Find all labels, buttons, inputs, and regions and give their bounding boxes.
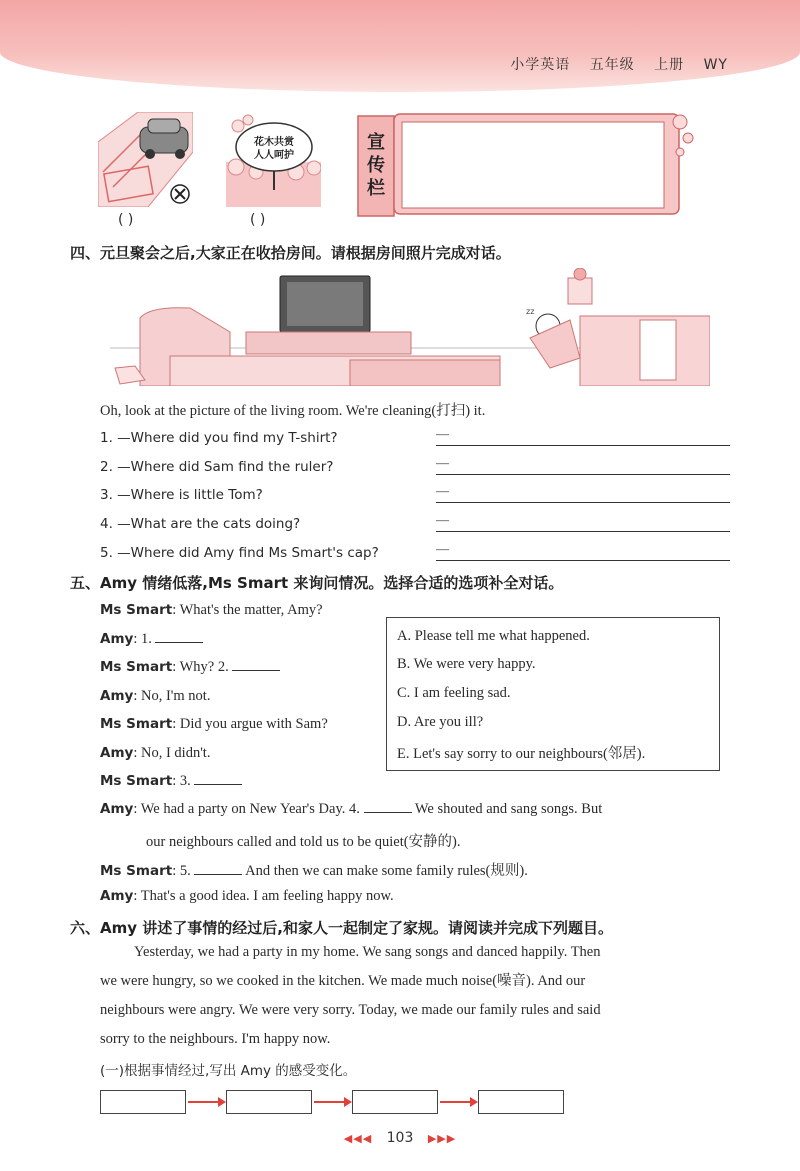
speaker: Amy (100, 801, 134, 817)
right-arrows-icon: ▶▶▶ (427, 1132, 457, 1145)
dialogue-line-7: Ms Smart: 3. (100, 773, 242, 790)
feeling-box-3[interactable] (352, 1090, 438, 1114)
feeling-box-4[interactable] (478, 1090, 564, 1114)
answer-line-5[interactable] (436, 545, 730, 561)
dialogue-line-2: Amy: 1. (100, 631, 203, 648)
passage-line-4: sorry to the neighbours. I'm happy now. (100, 1031, 331, 1047)
passage-line-1: Yesterday, we had a party in my home. We sang songs and danced happily. Then (134, 944, 601, 960)
dialogue-line-5: Ms Smart: Did you argue with Sam? (100, 716, 328, 732)
question-4: 4. —What are the cats doing? (100, 516, 301, 532)
page-footer (0, 1130, 800, 1146)
header-subject: 小学英语 (510, 57, 571, 73)
answer-paren-2[interactable]: ( ) (250, 212, 266, 228)
speaker: Amy (100, 745, 134, 761)
answer-line-1[interactable] (436, 430, 730, 446)
dialogue-line-10: Amy: That's a good idea. I am feeling happy now. (100, 888, 394, 904)
svg-text:传: 传 (367, 155, 385, 176)
header-edition: WY (703, 57, 728, 73)
feeling-box-1[interactable] (100, 1090, 186, 1114)
passage-line-2: we were hungry, so we cooked in the kitchen. We made much noise(噪音). And our (100, 973, 586, 989)
option-c: C. I am feeling sad. (397, 685, 511, 701)
section-4-intro: Oh, look at the picture of the living room. We're cleaning(打扫) it. (100, 403, 486, 419)
speaker: Ms Smart (100, 716, 173, 732)
blank-3[interactable] (194, 773, 242, 785)
dialogue-line-8: Amy: We had a party on New Year's Day. 4. We shouted and sang songs. But (100, 801, 603, 817)
passage-line-3: neighbours were angry. We were very sorry. Today, we made our family rules and said (100, 1002, 601, 1018)
sub-question-title: (一)根据事情经过,写出 Amy 的感受变化。 (100, 1063, 357, 1079)
header-volume: 上册 (654, 57, 685, 73)
answer-paren-1[interactable]: ( ) (118, 212, 134, 228)
option-d: D. Are you ill? (397, 714, 484, 730)
option-a: A. Please tell me what happened. (397, 628, 590, 644)
speaker: Amy (100, 688, 134, 704)
svg-text:人人呵护: 人人呵护 (254, 150, 294, 161)
reading-passage (100, 938, 730, 1054)
blank-4[interactable] (364, 801, 412, 813)
dialogue-line-4: Amy: No, I'm not. (100, 688, 211, 704)
section-5-title: 五、Amy 情绪低落,Ms Smart 来询问情况。选择合适的选项补全对话。 (70, 574, 564, 592)
question-3: 3. —Where is little Tom? (100, 487, 263, 503)
parking-car-illustration (98, 112, 193, 207)
dialogue-line-1: Ms Smart: What's the matter, Amy? (100, 602, 323, 618)
option-b: B. We were very happy. (397, 656, 536, 672)
answer-line-3[interactable] (436, 487, 730, 503)
feeling-box-2[interactable] (226, 1090, 312, 1114)
section-4-title: 四、元旦聚会之后,大家正在收拾房间。请根据房间照片完成对话。 (70, 244, 511, 262)
header-grade: 五年级 (589, 57, 635, 73)
dialogue-line-9: Ms Smart: 5. And then we can make some family rules(规则). (100, 863, 528, 879)
header-band (0, 0, 800, 92)
options-box (386, 617, 720, 771)
arrow-icon (188, 1101, 222, 1103)
blank-1[interactable] (155, 631, 203, 643)
svg-text:宣: 宣 (367, 132, 385, 153)
page-number: 103 (386, 1130, 414, 1146)
question-2: 2. —Where did Sam find the ruler? (100, 459, 334, 475)
speaker: Ms Smart (100, 863, 173, 879)
blank-5[interactable] (194, 863, 242, 875)
header-info (496, 54, 728, 74)
svg-text:zz: zz (526, 307, 535, 316)
speaker: Amy (100, 631, 134, 647)
svg-text:栏: 栏 (367, 178, 385, 199)
speaker: Ms Smart (100, 602, 173, 618)
option-e: E. Let's say sorry to our neighbours(邻居). (397, 746, 646, 762)
question-1: 1. —Where did you find my T-shirt? (100, 430, 338, 446)
svg-text:花木共赏: 花木共赏 (254, 137, 294, 148)
left-arrows-icon: ◀◀◀ (343, 1132, 373, 1145)
living-room-illustration (110, 268, 710, 386)
arrow-icon (314, 1101, 348, 1103)
speaker: Ms Smart (100, 773, 173, 789)
flower-sign-illustration (226, 112, 321, 207)
question-5: 5. —Where did Amy find Ms Smart's cap? (100, 545, 379, 561)
speaker: Ms Smart (100, 659, 173, 675)
blank-2[interactable] (232, 659, 280, 671)
dialogue-line-6: Amy: No, I didn't. (100, 745, 211, 761)
dialogue-line-8-cont: our neighbours called and told us to be quiet(安静的). (146, 834, 461, 850)
bulletin-board-illustration (354, 108, 696, 218)
speaker: Amy (100, 888, 134, 904)
arrow-icon (440, 1101, 474, 1103)
answer-line-2[interactable] (436, 459, 730, 475)
answer-line-4[interactable] (436, 516, 730, 532)
section-6-title: 六、Amy 讲述了事情的经过后,和家人一起制定了家规。请阅读并完成下列题目。 (70, 919, 613, 937)
dialogue-line-3: Ms Smart: Why? 2. (100, 659, 280, 676)
